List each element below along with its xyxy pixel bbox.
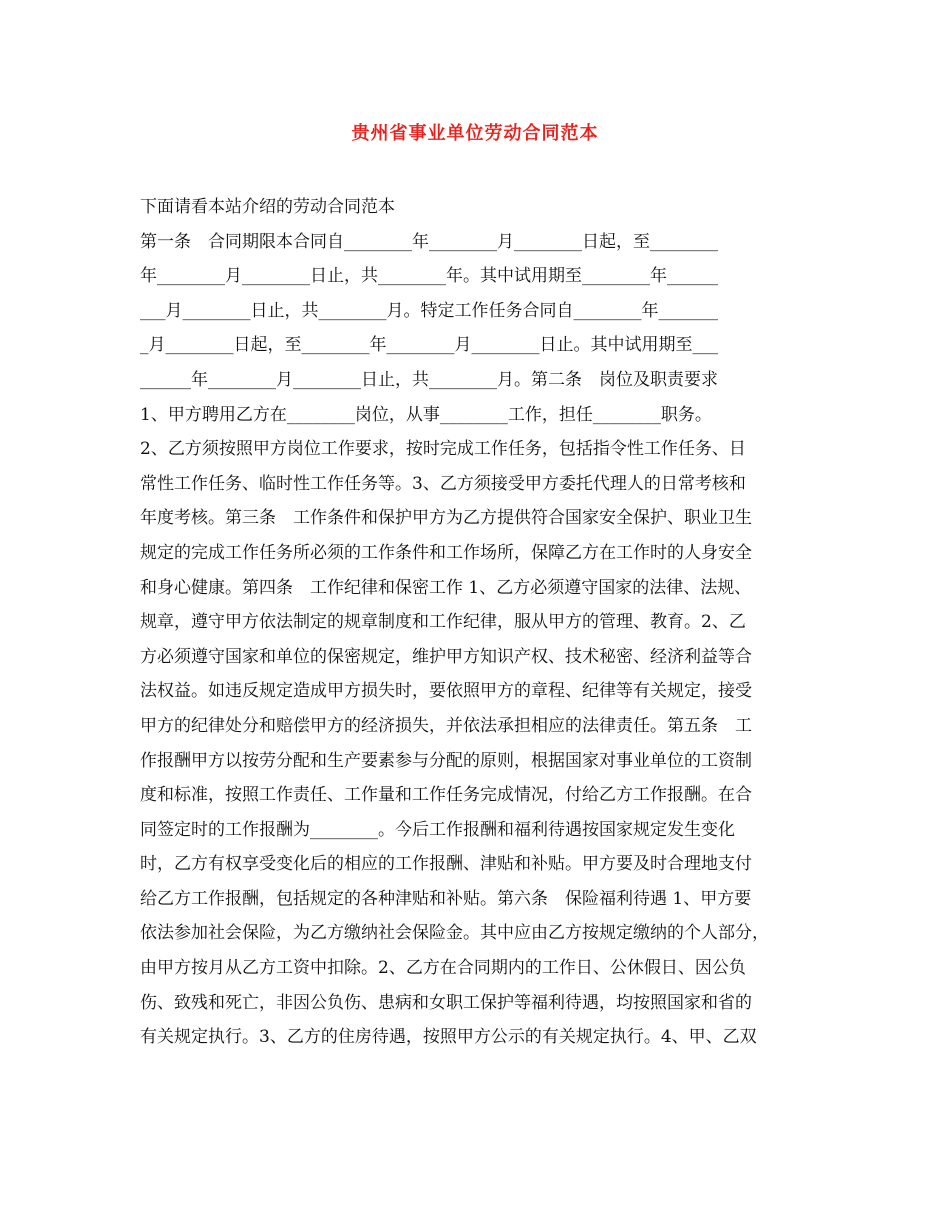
body-line: 规章，遵守甲方依法制定的规章制度和工作纪律，服从甲方的管理、教育。2、乙 xyxy=(140,612,746,633)
body-line: _月________日起，至________年________月________日止。其中试用期至___ xyxy=(140,335,718,356)
body-line: 方必须遵守国家和单位的保密规定，维护甲方知识产权、技术秘密、经济利益等合 xyxy=(140,646,752,667)
body-line: 伤、致残和死亡，非因公负伤、患病和女职工保护等福利待遇，均按照国家和省的 xyxy=(140,992,752,1013)
body-line: 1、甲方聘用乙方在________岗位，从事________工作，担任________职务。 xyxy=(140,404,712,425)
body-line: 同签定时的工作报酬为________。今后工作报酬和福利待遇按国家规定发生变化 xyxy=(140,819,735,840)
body-line: 有关规定执行。3、乙方的住房待遇，按照甲方公示的有关规定执行。4、甲、乙双 xyxy=(140,1027,757,1048)
body-line: 下面请看本站介绍的劳动合同范本 xyxy=(140,197,395,217)
body-line: 时，乙方有权享受变化后的相应的工作报酬、津贴和补贴。甲方要及时合理地支付 xyxy=(140,854,752,875)
body-line: 甲方的纪律处分和赔偿甲方的经济损失，并依法承担相应的法律责任。第五条 工 xyxy=(140,715,752,736)
body-line: 规定的完成工作任务所必须的工作条件和工作场所，保障乙方在工作时的人身安全 xyxy=(140,542,752,563)
body-line: 年________月________日止，共________年。其中试用期至________年______ xyxy=(140,266,718,287)
body-line: 法权益。如违反规定造成甲方损失时，要依照甲方的章程、纪律等有关规定，接受 xyxy=(140,681,752,702)
document-title: 贵州省事业单位劳动合同范本 xyxy=(351,123,599,144)
body-line: 年度考核。第三条 工作条件和保护甲方为乙方提供符合国家安全保护、职业卫生 xyxy=(140,508,752,529)
body-line: ______年________月________日止，共________月。第二条 岗位及职责要求 xyxy=(140,369,718,390)
body-line: 2、乙方须按照甲方岗位工作要求，按时完成工作任务，包括指令性工作任务、日 xyxy=(140,439,746,460)
body-line: 给乙方工作报酬，包括规定的各种津贴和补贴。第六条 保险福利待遇 1、甲方要 xyxy=(140,888,752,909)
body-line: ___月________日止，共________月。特定工作任务合同自________年_______ xyxy=(140,300,718,321)
body-line: 依法参加社会保险，为乙方缴纳社会保险金。其中应由乙方按规定缴纳的个人部分， xyxy=(140,923,769,944)
body-line: 作报酬甲方以按劳分配和生产要素参与分配的原则，根据国家对事业单位的工资制 xyxy=(140,750,752,771)
body-line: 常性工作任务、临时性工作任务等。3、乙方须接受甲方委托代理人的日常考核和 xyxy=(140,473,746,494)
document-body xyxy=(140,190,830,1055)
body-line: 由甲方按月从乙方工资中扣除。2、乙方在合同期内的工作日、公休假日、因公负 xyxy=(140,958,746,979)
body-line: 第一条 合同期限本合同自________年________月________日起，至________ xyxy=(140,231,718,252)
body-line: 和身心健康。第四条 工作纪律和保密工作 1、乙方必须遵守国家的法律、法规、 xyxy=(140,577,752,598)
body-line: 度和标准，按照工作责任、工作量和工作任务完成情况，付给乙方工作报酬。在合 xyxy=(140,785,752,806)
